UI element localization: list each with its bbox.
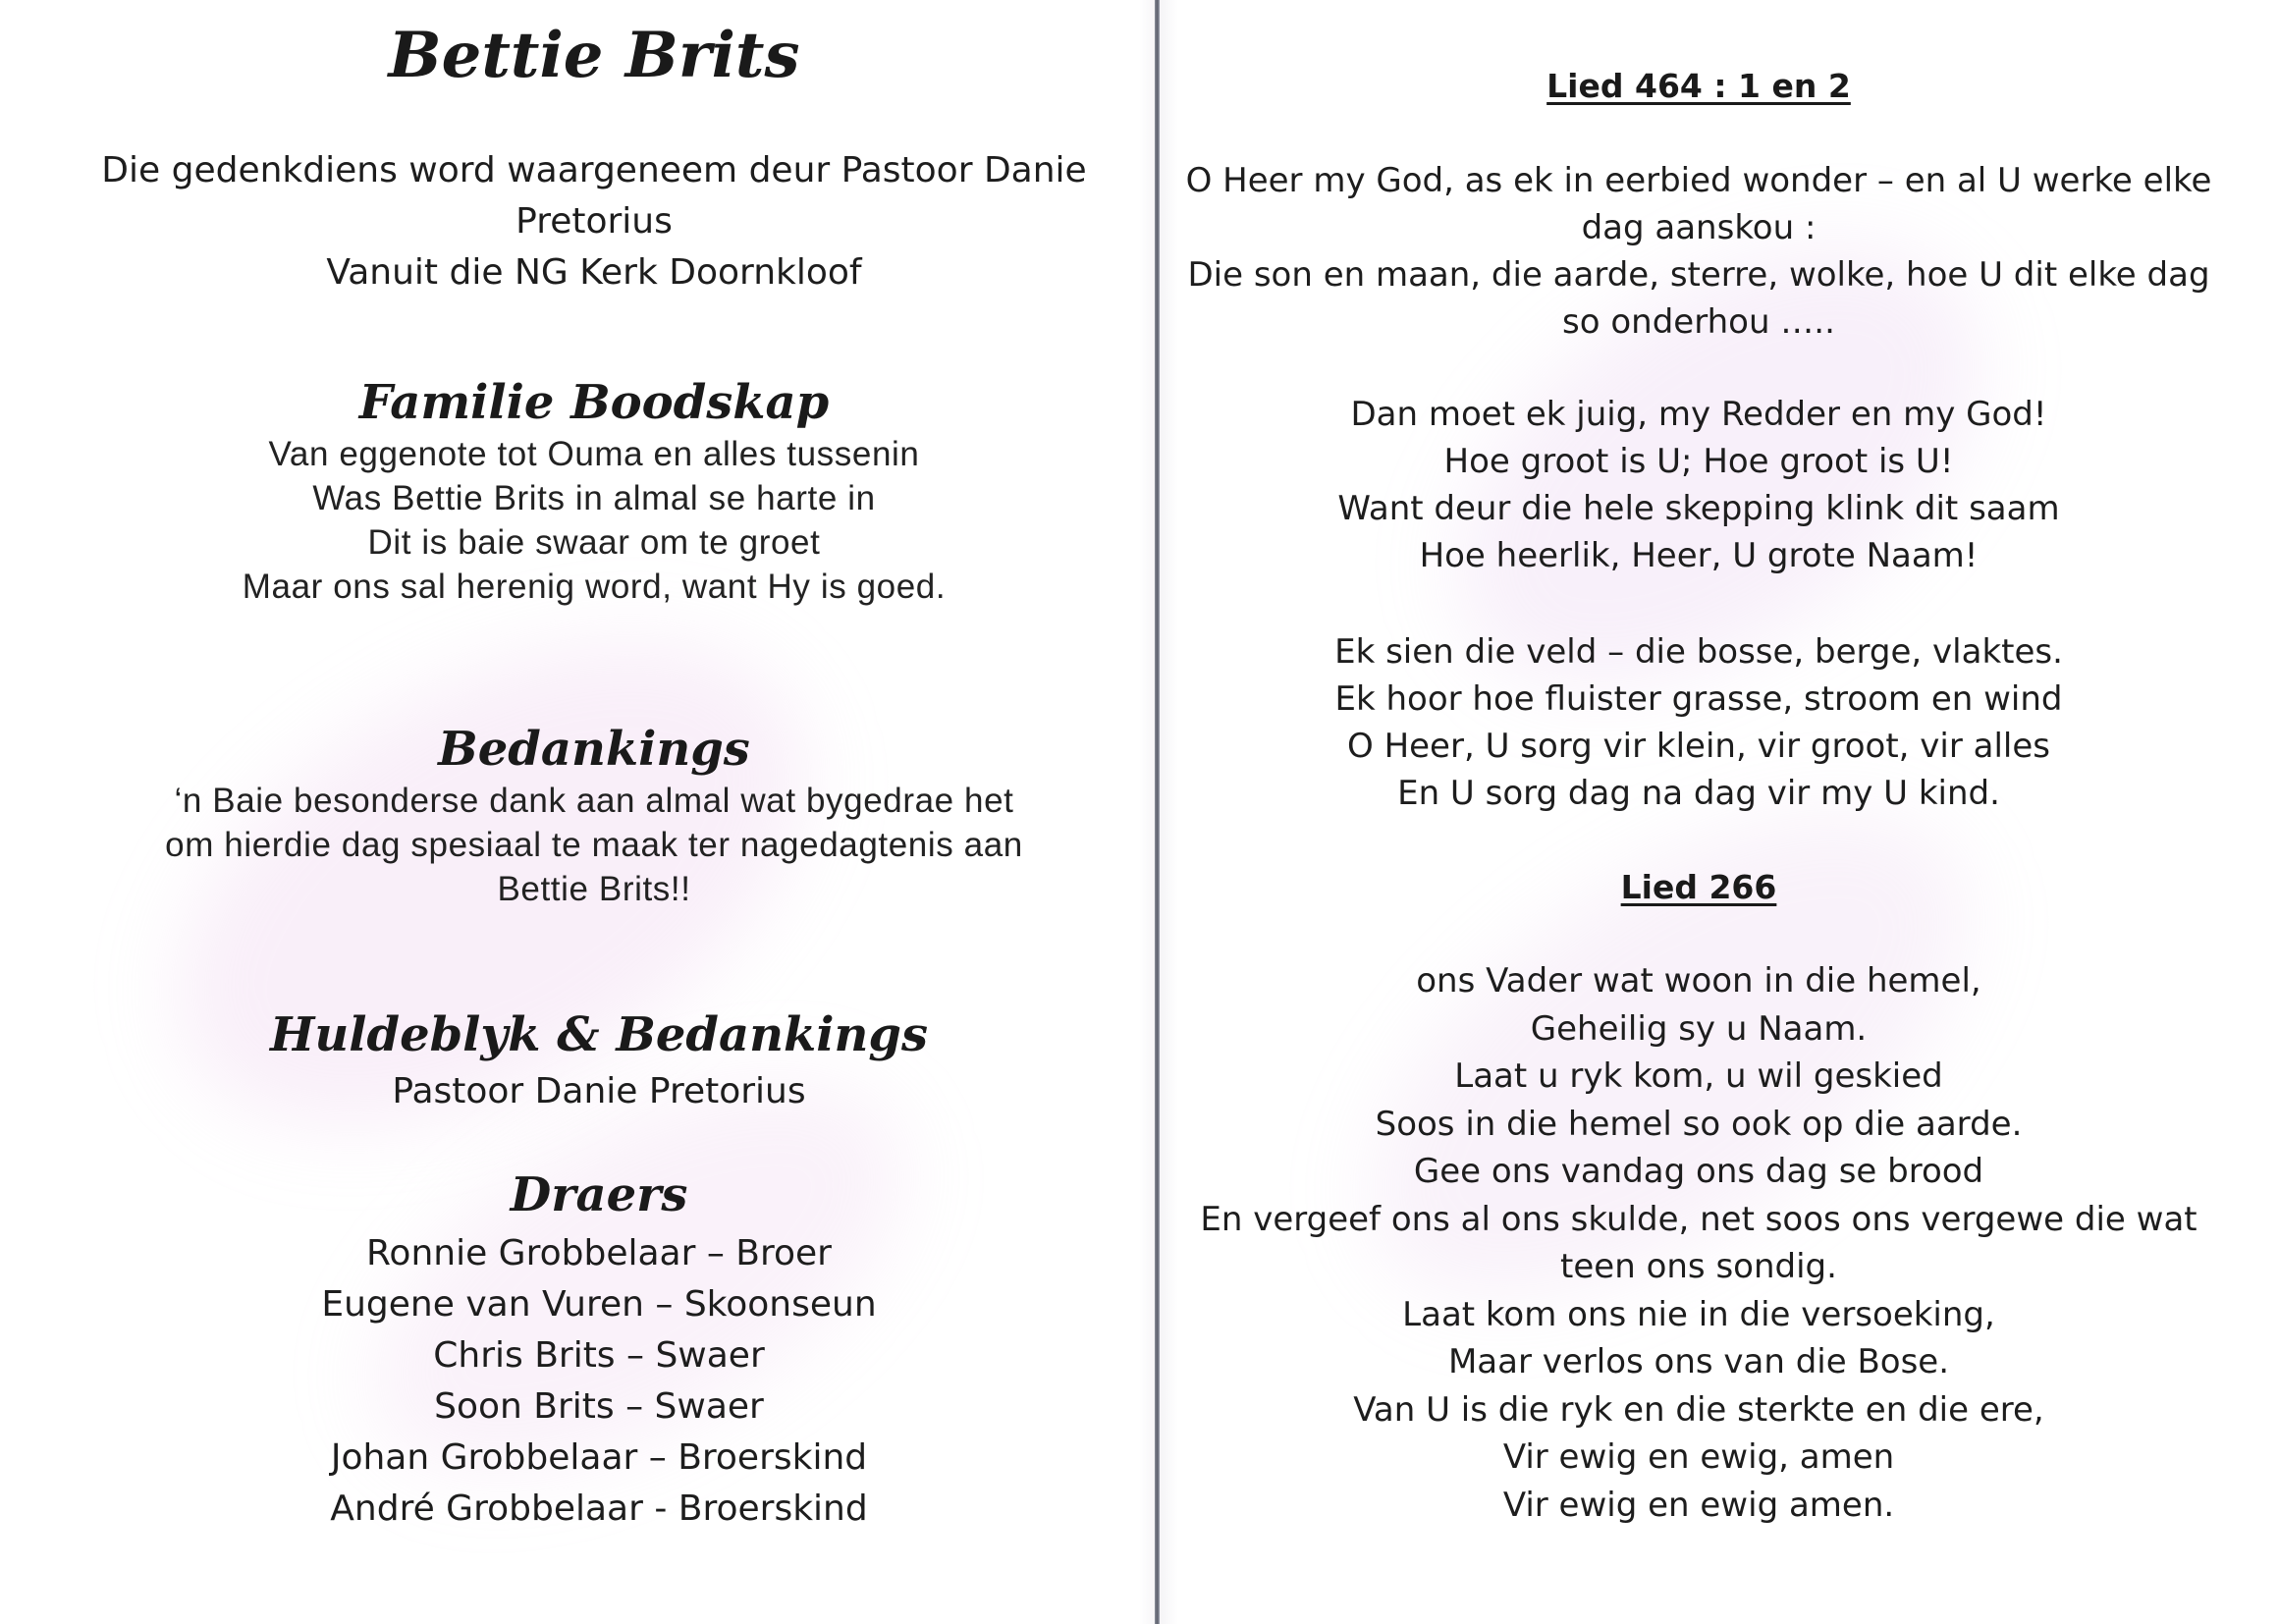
hymn1-stanza3	[1159, 628, 2239, 817]
pallbearer: Ronnie Grobbelaar – Broer	[366, 1233, 832, 1273]
familie-poem	[0, 432, 1188, 609]
hymn-line: Gee ons vandag ons dag se brood	[1413, 1152, 1984, 1191]
pallbearer: Chris Brits – Swaer	[433, 1335, 765, 1376]
hymn-line: Hoe heerlik, Heer, U grote Naam!	[1419, 536, 1979, 575]
hymn-line: Ek sien die veld – die bosse, berge, vlaktes.	[1334, 632, 2063, 672]
poem-line: Van eggenote tot Ouma en alles tussenin	[268, 435, 920, 473]
hymn-line: so onderhou …..	[1562, 302, 1835, 342]
pallbearer: Soon Brits – Swaer	[434, 1386, 764, 1427]
hymn-line: Die son en maan, die aarde, sterre, wolke, hoe U dit elke dag	[1187, 255, 2210, 295]
hymn1-heading-wrap	[1159, 65, 2239, 109]
hymn-line: En vergeef ons al ons skulde, net soos ons vergewe die wat	[1200, 1199, 2197, 1239]
hymn-line: Maar verlos ons van die Bose.	[1447, 1342, 1950, 1381]
hymn-line: O Heer my God, as ek in eerbied wonder – en al U werke elke	[1185, 161, 2212, 200]
thanks-line: Bettie Brits!!	[497, 870, 691, 908]
huldeblyk-text	[0, 1068, 1198, 1115]
hymn-line: Soos in die hemel so ook op die aarde.	[1375, 1104, 2023, 1144]
hymn-line: Ek hoor hoe fluister grasse, stroom en wind	[1334, 679, 2063, 719]
huldeblyk-line: Pastoor Danie Pretorius	[392, 1071, 806, 1111]
poem-line: Was Bettie Brits in almal se harte in	[312, 479, 876, 517]
huldeblyk-heading: Huldeblyk & Bedankings	[270, 1007, 928, 1062]
hymn2-heading-wrap	[1159, 866, 2239, 910]
hymn-line: Vir ewig en ewig amen.	[1502, 1485, 1895, 1525]
thanks-line: om hierdie dag spesiaal te maak ter nagedagtenis aan	[165, 826, 1023, 864]
poem-line: Dit is baie swaar om te groet	[367, 523, 821, 562]
service-line: Vanuit die NG Kerk Doornkloof	[326, 252, 862, 293]
pallbearer: André Grobbelaar - Broerskind	[330, 1489, 868, 1529]
hymn-line: Hoe groot is U; Hoe groot is U!	[1443, 442, 1954, 481]
hymn-line: Want deur die hele skepping klink dit saam	[1337, 489, 2060, 528]
hymn-line: teen ons sondig.	[1560, 1247, 1837, 1286]
hymn1-stanza2	[1159, 391, 2239, 579]
draers-heading: Draers	[510, 1167, 688, 1222]
thanks-line: ‘n Baie besonderse dank aan almal wat bygedrae het	[174, 782, 1014, 820]
bedankings-heading: Bedankings	[438, 722, 750, 777]
hymn-line: ons Vader wat woon in die hemel,	[1416, 961, 1981, 1001]
hymn1-heading: Lied 464 : 1 en 2	[1546, 67, 1851, 105]
hymn-line: dag aanskou :	[1581, 208, 1817, 247]
draers-list	[0, 1228, 1198, 1535]
poem-line: Maar ons sal herenig word, want Hy is goed.	[242, 568, 947, 606]
hymn-line: Laat kom ons nie in die versoeking,	[1402, 1294, 1995, 1334]
service-line: Die gedenkdiens word waargeneem deur Pastoor Danie	[101, 150, 1087, 190]
hymn1-stanza1	[1159, 157, 2239, 346]
hymn-line: Geheilig sy u Naam.	[1530, 1008, 1868, 1049]
hymn-line: En U sorg dag na dag vir my U kind.	[1397, 774, 2000, 813]
page-title: Bettie Brits	[388, 19, 800, 92]
hymn-line: Van U is die ryk en die sterkte en die ere,	[1353, 1389, 2044, 1430]
hymn2-heading: Lied 266	[1620, 868, 1777, 906]
hymn2-text	[1159, 957, 2239, 1529]
service-line: Pretorius	[515, 201, 673, 242]
service-info	[0, 145, 1188, 298]
hymn-line: Vir ewig en ewig, amen	[1502, 1437, 1895, 1477]
bedankings-text	[0, 779, 1188, 911]
hymn-line: Laat u ryk kom, u wil geskied	[1454, 1056, 1943, 1096]
familie-heading: Familie Boodskap	[358, 375, 830, 430]
pallbearer: Eugene van Vuren – Skoonseun	[321, 1284, 877, 1325]
hymn-line: O Heer, U sorg vir klein, vir groot, vir alles	[1347, 727, 2050, 766]
pallbearer: Johan Grobbelaar – Broerskind	[330, 1437, 868, 1478]
hymn-line: Dan moet ek juig, my Redder en my God!	[1350, 395, 2047, 434]
right-page	[1159, 0, 2278, 1624]
